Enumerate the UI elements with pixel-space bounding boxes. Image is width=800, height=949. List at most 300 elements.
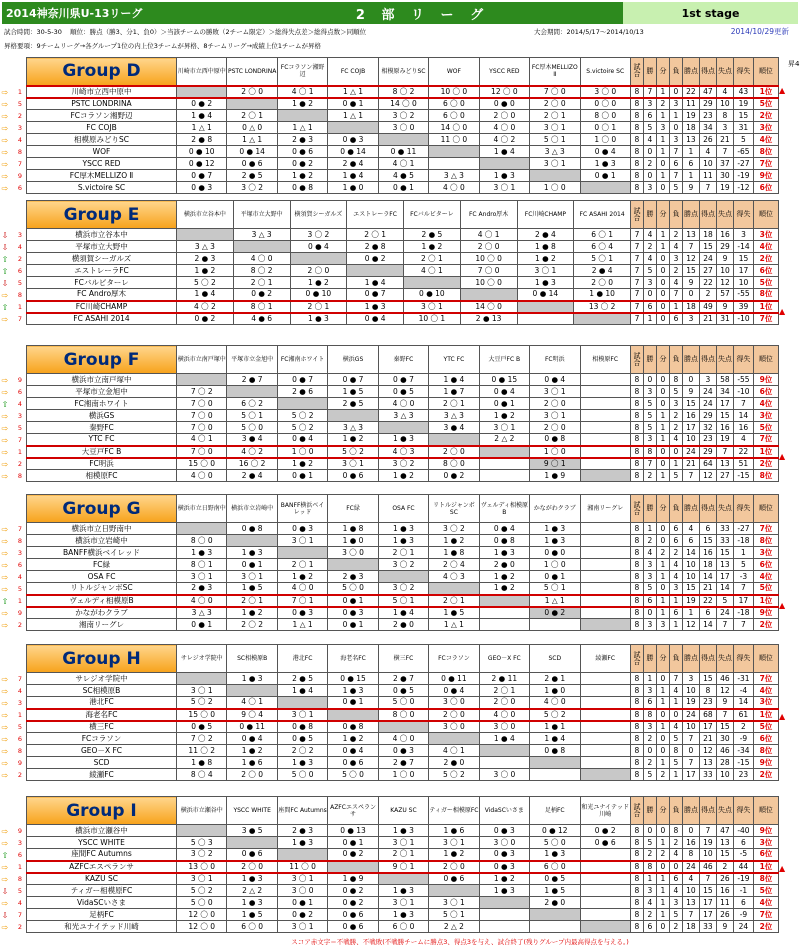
score-cell: 2 △ 2 [227,885,277,897]
table-row [27,909,779,921]
rank-cell: 2位 [754,253,779,265]
score-cell: 2 ● 0 [479,559,529,571]
score-cell: 1 △ 1 [530,595,580,607]
score-cell [479,607,529,619]
movement-arrow-icon: ⇨ [1,524,9,534]
stat-cell: 8 [630,374,643,386]
stat-cell: 3 [643,434,656,446]
score-cell [580,386,630,398]
column-stat: 負 [669,495,682,523]
stat-cell: 18 [699,559,716,571]
stat-cell: 2 [643,535,656,547]
stat-cell: -12 [733,182,753,194]
stat-cell: 26 [699,134,716,146]
table-row [27,158,779,170]
stat-cell: 1 [656,559,669,571]
score-cell: 0 ● 5 [530,873,580,885]
stat-cell: 17 [699,721,716,733]
stat-cell: 7 [631,289,644,301]
stat-cell: 61 [733,709,753,721]
previous-rank: 1 [17,863,22,871]
stat-cell: -34 [733,745,753,757]
stat-cell: 30 [716,733,733,745]
movement-arrow-icon: ⇧ [1,850,9,860]
score-cell [580,434,630,446]
score-cell: 3 〇 0 [328,547,378,559]
stat-cell: 1 [669,595,682,607]
score-cell: 3 〇 0 [479,721,529,733]
score-cell: 1 ● 2 [517,253,574,265]
score-cell: 3 〇 1 [479,422,529,434]
stat-cell: 0 [682,374,699,386]
score-cell: 0 ● 3 [177,182,227,194]
table-row [27,745,779,757]
score-cell: 3 〇 2 [378,583,428,595]
stat-cell: 3 [643,98,656,110]
score-cell: 0 ● 1 [277,470,327,482]
table-row [27,410,779,422]
score-cell: 2 ● 1 [530,673,580,685]
score-cell: 1 ● 2 [227,607,277,619]
table-row [27,374,779,386]
score-cell: 4 〇 0 [177,470,227,482]
rank-cell: 7位 [753,673,778,685]
stat-cell: 0 [656,446,669,458]
column-team: 海老名FC [328,645,378,673]
stat-cell: 5 [644,265,657,277]
stat-cell: 2 [656,849,669,861]
column-stat: 負 [669,58,682,86]
previous-rank: 2 [17,771,22,779]
group-4 [26,644,779,781]
score-cell: 0 ● 10 [290,289,347,301]
stat-cell: 12 [699,470,716,482]
score-cell: 1 ● 10 [574,289,631,301]
score-cell [530,909,580,921]
score-cell: 2 ● 7 [378,757,428,769]
stat-cell: 6 [643,595,656,607]
table-row [27,873,779,885]
score-cell: 2 ● 3 [328,571,378,583]
score-cell: 2 ● 3 [177,253,234,265]
score-cell: 1 ● 3 [328,685,378,697]
column-team: 平塚市立金旭中 [227,346,277,374]
stat-cell: 6 [682,535,699,547]
score-cell: 4 〇 0 [479,122,529,134]
stat-cell: 1 [656,422,669,434]
stat-cell: 8 [630,571,643,583]
stat-cell: 12 [682,619,699,631]
stat-cell: 3 [716,122,733,134]
score-cell: 0 ● 8 [227,523,277,535]
score-cell: 3 〇 1 [530,122,580,134]
score-cell: 10 〇 0 [460,253,517,265]
stat-cell: 8 [630,146,643,158]
score-cell: 0 ● 1 [328,595,378,607]
movement-arrow-icon: ⇨ [1,123,9,133]
movement-arrow-icon: ⇨ [1,838,9,848]
score-cell: 2 ● 0 [429,757,479,769]
stat-cell: 1 [656,146,669,158]
score-cell: 0 ● 2 [328,885,378,897]
team-name: FCコラソン [27,733,177,745]
previous-rank: 9 [17,172,22,180]
score-cell: 4 〇 3 [429,571,479,583]
score-cell: 3 〇 1 [378,897,428,909]
score-cell: 1 ● 3 [530,535,580,547]
stat-cell: 33 [699,921,716,933]
score-cell: 5 〇 0 [227,422,277,434]
stat-cell: -55 [734,289,754,301]
stat-cell: 8 [630,885,643,897]
stat-cell: 1 [669,458,682,470]
column-stat: 得点 [699,58,716,86]
table-row [27,595,779,607]
score-cell: 0 ● 1 [328,98,378,110]
stat-cell: 8 [630,849,643,861]
stat-cell: -5 [733,849,753,861]
stat-cell: 6 [699,523,716,535]
stat-cell: 1 [733,547,753,559]
movement-column [0,86,26,194]
stat-cell: 29 [717,241,734,253]
rank-cell: 9位 [753,607,778,619]
score-cell: 0 ● 2 [277,158,327,170]
table-row [27,571,779,583]
stat-cell: -65 [733,146,753,158]
score-cell: 14 〇 0 [378,98,428,110]
score-cell [530,619,580,631]
stat-cell: 0 [643,825,656,837]
score-cell: 0 ● 1 [277,897,327,909]
stat-cell: 22 [700,277,717,289]
stat-cell: 1 [656,170,669,182]
stat-cell: 0 [657,253,670,265]
stat-cell: 1 [657,229,670,241]
table-row [27,619,779,631]
stat-cell: 16 [699,547,716,559]
stat-cell: 4 [669,885,682,897]
stat-cell: 3 [643,885,656,897]
stat-cell: 8 [630,733,643,745]
column-stat: 負 [669,797,682,825]
stat-cell: 1 [656,410,669,422]
score-cell [227,685,277,697]
score-cell: 7 〇 2 [177,733,227,745]
stat-cell: 13 [716,559,733,571]
stat-cell: 24 [716,607,733,619]
stat-cell: 5 [669,909,682,921]
previous-rank: 1 [17,711,22,719]
stat-cell: 6 [643,921,656,933]
stat-cell: 2 [643,757,656,769]
team-name: OSA FC [27,571,177,583]
score-cell: 13 〇 2 [574,301,631,313]
score-cell [580,673,630,685]
rank-cell: 8位 [754,289,779,301]
score-cell: 1 ● 3 [378,434,428,446]
stat-cell: 4 [670,241,683,253]
stat-cell: 6 [669,535,682,547]
column-stat: 試合 [630,797,643,825]
stat-cell: 22 [733,446,753,458]
table-row [27,182,779,194]
score-cell: 3 〇 0 [277,885,327,897]
score-cell: 0 ● 7 [277,374,327,386]
stat-cell: 3 [734,229,754,241]
table-row [27,721,779,733]
score-cell [429,583,479,595]
score-cell: 2 ● 5 [328,398,378,410]
column-stat: 得点 [699,346,716,374]
stat-cell: 18 [682,122,699,134]
score-cell: 1 ● 8 [429,547,479,559]
score-cell: 0 ● 2 [429,470,479,482]
stat-cell: 10 [682,885,699,897]
match-time: 試合時間：30-5-30 [4,28,62,36]
score-cell [378,422,428,434]
table-row [27,559,779,571]
score-cell: 1 ● 5 [227,583,277,595]
stat-cell: 21 [699,733,716,745]
stat-cell: 28 [716,757,733,769]
stat-cell: 1 [657,241,670,253]
column-team: 相模原FC [580,346,630,374]
stat-cell: 15 [716,410,733,422]
score-cell: 0 ● 10 [177,146,227,158]
stat-cell: 46 [699,861,716,873]
table-row [27,885,779,897]
stat-cell: 2 [656,769,669,781]
stat-cell: 0 [656,733,669,745]
score-cell: 1 ● 4 [177,289,234,301]
stat-cell: 34 [699,122,716,134]
score-cell: 0 ● 4 [530,374,580,386]
team-name: 相模原みどりSC [27,134,177,146]
score-cell [328,122,378,134]
stat-cell: 5 [669,386,682,398]
score-cell [580,769,630,781]
column-stat: 順位 [753,495,778,523]
column-team: 相模原みどりSC [378,58,428,86]
table-row [27,757,779,769]
table-row [27,422,779,434]
score-cell: 1 ● 0 [328,535,378,547]
stat-cell: 1 [682,170,699,182]
score-cell: 3 〇 0 [479,769,529,781]
score-cell: 2 〇 1 [347,229,404,241]
score-cell [479,470,529,482]
movement-arrow-icon: ⇨ [1,290,9,300]
score-cell: 1 ● 0 [328,182,378,194]
stat-cell: 0 [683,289,700,301]
column-stat: 勝 [643,797,656,825]
stat-cell: 7 [682,470,699,482]
score-cell [177,825,227,837]
previous-rank: 5 [17,887,22,895]
score-cell: 0 ● 2 [328,897,378,909]
stat-cell: 5 [669,757,682,769]
stat-cell: 16 [716,422,733,434]
score-cell: 3 〇 2 [227,182,277,194]
score-cell: 0 ● 8 [277,182,327,194]
score-cell: 1 ● 8 [177,757,227,769]
score-cell: 1 ● 3 [277,757,327,769]
stat-cell: 2 [733,721,753,733]
stat-cell: 29 [699,446,716,458]
score-cell [580,571,630,583]
stat-cell: 8 [630,410,643,422]
score-cell [328,861,378,873]
stat-cell: 4 [669,559,682,571]
score-cell: 3 ● 4 [227,434,277,446]
score-cell: 0 ● 7 [347,289,404,301]
movement-arrow-icon: ⇨ [1,135,9,145]
score-cell: 0 ● 10 [404,289,461,301]
stat-cell: 4 [669,721,682,733]
group-5 [26,796,779,933]
standings-table [26,57,779,194]
score-cell [580,595,630,607]
movement-arrow-icon: ⇨ [1,423,9,433]
score-cell [580,182,630,194]
score-cell [580,709,630,721]
column-stat: 試合 [630,58,643,86]
previous-rank: 8 [17,472,22,480]
score-cell: 6 〇 0 [378,921,428,933]
table-row [27,849,779,861]
column-stat: 得失 [733,58,753,86]
score-cell: 1 ● 2 [479,571,529,583]
score-cell: 0 ● 3 [277,607,327,619]
stat-cell: 27 [716,470,733,482]
team-name: YSCC RED [27,158,177,170]
column-stat: 負 [669,645,682,673]
score-cell: 3 〇 1 [530,410,580,422]
stat-cell: 0 [657,301,670,313]
stat-cell: 46 [716,745,733,757]
score-cell: 2 〇 0 [227,769,277,781]
score-cell: 3 〇 1 [404,301,461,313]
table-row [27,825,779,837]
score-cell: 8 〇 1 [233,301,290,313]
stat-cell: 5 [716,595,733,607]
score-cell [328,410,378,422]
score-cell: 1 △ 1 [328,86,378,98]
score-cell: 1 ● 2 [479,410,529,422]
stat-cell: 1 [656,885,669,897]
score-cell [580,559,630,571]
stat-cell: 19 [682,110,699,122]
column-stat: 試合 [630,495,643,523]
stat-cell: 10 [717,265,734,277]
stat-cell: 30 [716,170,733,182]
stat-cell: 5 [643,122,656,134]
column-stat: 勝点 [683,201,700,229]
column-stat: 勝 [643,58,656,86]
stat-cell: 49 [700,301,717,313]
stat-cell: 22 [699,595,716,607]
score-cell: 3 〇 2 [378,458,428,470]
stat-cell: 8 [630,170,643,182]
column-team: AZFCエスペランサ [328,797,378,825]
score-cell: 4 〇 0 [429,182,479,194]
score-cell [277,398,327,410]
stat-cell: 1 [669,769,682,781]
column-stat: 得失 [734,201,754,229]
score-cell: 0 ● 4 [328,745,378,757]
stat-cell: 3 [644,277,657,289]
column-stat: 得失 [733,495,753,523]
stat-cell: 15 [682,583,699,595]
column-team: 横須賀シーガルズ [290,201,347,229]
stat-cell: 1 [656,607,669,619]
score-cell: 1 ● 4 [429,374,479,386]
column-stat: 勝点 [682,495,699,523]
stat-cell: 7 [669,170,682,182]
score-cell: 0 ● 14 [517,289,574,301]
stat-cell: 9 [716,697,733,709]
previous-rank: 7 [17,911,22,919]
score-cell: 2 〇 0 [530,422,580,434]
stat-cell: 0 [669,122,682,134]
stat-cell: 8 [630,757,643,769]
stat-cell: 8 [669,825,682,837]
movement-arrow-icon: ⇨ [1,770,9,780]
score-cell: 1 ● 3 [290,313,347,325]
score-cell: 3 △ 3 [429,170,479,182]
score-cell: 1 ● 2 [404,241,461,253]
team-name: 大豆戸FC B [27,446,177,458]
score-cell [580,398,630,410]
score-cell: 0 ● 0 [479,98,529,110]
score-cell: 2 ● 3 [277,825,327,837]
score-cell: 5 〇 2 [277,410,327,422]
column-team: FCコラソン [429,645,479,673]
stat-cell: 7 [682,757,699,769]
column-stat: 分 [656,58,669,86]
stat-cell: 0 [657,313,670,325]
score-cell: 0 ● 0 [530,547,580,559]
stat-cell: 16 [716,885,733,897]
score-cell: 12 〇 0 [479,86,529,98]
stat-cell: 8 [630,158,643,170]
stat-cell: 24 [700,253,717,265]
score-cell: 0 ● 3 [479,849,529,861]
score-cell: 1 ● 3 [479,170,529,182]
stat-cell: 5 [733,134,753,146]
previous-rank: 8 [17,747,22,755]
column-team: KAZU SC [378,797,428,825]
stat-cell: 15 [700,241,717,253]
score-cell: 3 〇 2 [378,110,428,122]
score-cell: 3 〇 1 [530,158,580,170]
score-cell: 2 ● 0 [530,897,580,909]
score-cell: 3 〇 0 [429,697,479,709]
score-cell: 4 〇 0 [177,595,227,607]
stat-cell: 15 [683,265,700,277]
score-cell: 3 △ 3 [378,410,428,422]
score-cell: 2 ● 5 [277,673,327,685]
score-cell [429,885,479,897]
stat-cell: 8 [630,825,643,837]
score-cell: 3 〇 1 [328,458,378,470]
stat-cell: 8 [630,685,643,697]
stat-cell: 12 [699,745,716,757]
column-stat: 分 [656,797,669,825]
stat-cell: 12 [717,277,734,289]
group-title: Group I [27,797,177,825]
